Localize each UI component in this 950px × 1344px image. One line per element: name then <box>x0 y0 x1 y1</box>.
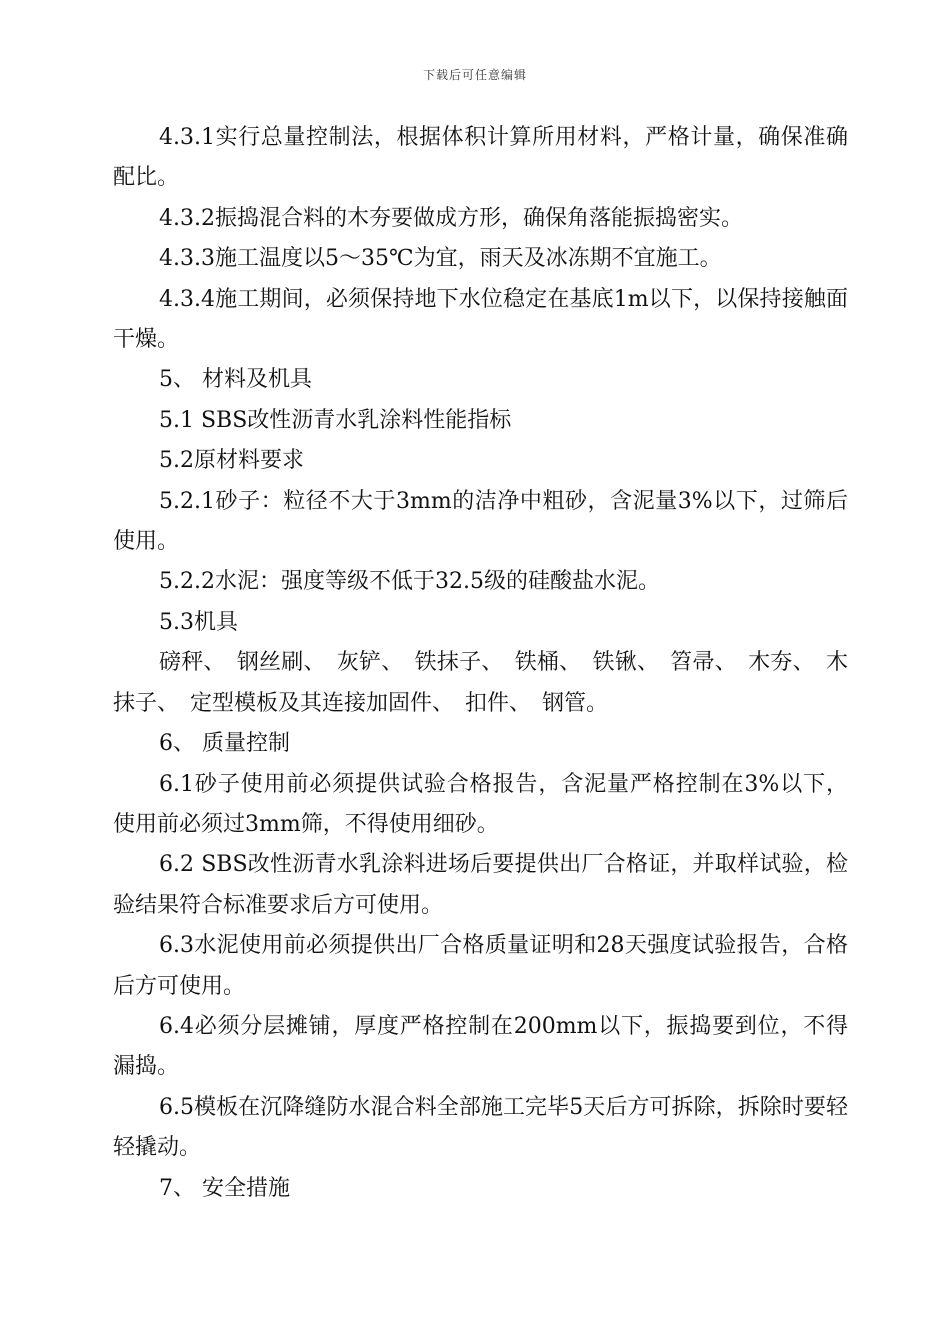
paragraph-5-2-2: 5.2.2水泥：强度等级不低于32.5级的硅酸盐水泥。 <box>159 569 660 595</box>
document-body <box>113 118 848 1209</box>
paragraph-5-2: 5.2原材料要求 <box>159 448 304 474</box>
paragraph-6-5: 6.5模板在沉降缝防水混合料全部施工完毕5天后方可拆除，拆除时要轻轻撬动。 <box>113 1094 848 1161</box>
section-heading-6: 6、 质量控制 <box>159 731 290 757</box>
paragraph-6-2: 6.2 SBS改性沥青水乳涂料进场后要提供出厂合格证，并取样试验，检验结果符合标准要求后方可使用。 <box>113 852 848 918</box>
paragraph-5-2-1: 5.2.1砂子：粒径不大于3mm的洁净中粗砂，含泥量3%以下，过筛后使用。 <box>113 488 848 555</box>
paragraph-6-1: 6.1砂子使用前必须提供试验合格报告，含泥量严格控制在3%以下， 使用前必须过3mm筛，不得使用细砂。 <box>113 771 848 837</box>
paragraph-6-4: 6.4必须分层摊铺，厚度严格控制在200mm以下，振捣要到位，不得漏捣。 <box>113 1013 848 1080</box>
paragraph-4-3-4: 4.3.4施工期间，必须保持地下水位稳定在基底1m以下，以保持接触面干燥。 <box>113 286 848 353</box>
section-heading-5: 5、 材料及机具 <box>159 367 312 393</box>
tools-list: 磅秤、 钢丝刷、 灰铲、 铁抹子、 铁桶、 铁锹、 笤帚、 木夯、 木抹子、 定型模板及其连接加固件、 扣件、 钢管。 <box>113 650 848 716</box>
paragraph-4-3-1: 4.3.1实行总量控制法，根据体积计算所用材料，严格计量，确保准确配比。 <box>113 125 848 191</box>
paragraph-5-3: 5.3机具 <box>159 609 238 635</box>
paragraph-5-1: 5.1 SBS改性沥青水乳涂料性能指标 <box>159 407 512 433</box>
paragraph-6-3: 6.3水泥使用前必须提供出厂合格质量证明和28天强度试验报告，合格后方可使用。 <box>113 933 848 999</box>
section-heading-7: 7、 安全措施 <box>159 1175 290 1201</box>
paragraph-4-3-3: 4.3.3施工温度以5～35℃为宜，雨天及冰冻期不宜施工。 <box>159 246 722 272</box>
paragraph-4-3-2: 4.3.2振捣混合料的木夯要做成方形，确保角落能振捣密实。 <box>159 205 743 231</box>
page-header-note: 下载后可任意编辑 <box>422 68 527 82</box>
